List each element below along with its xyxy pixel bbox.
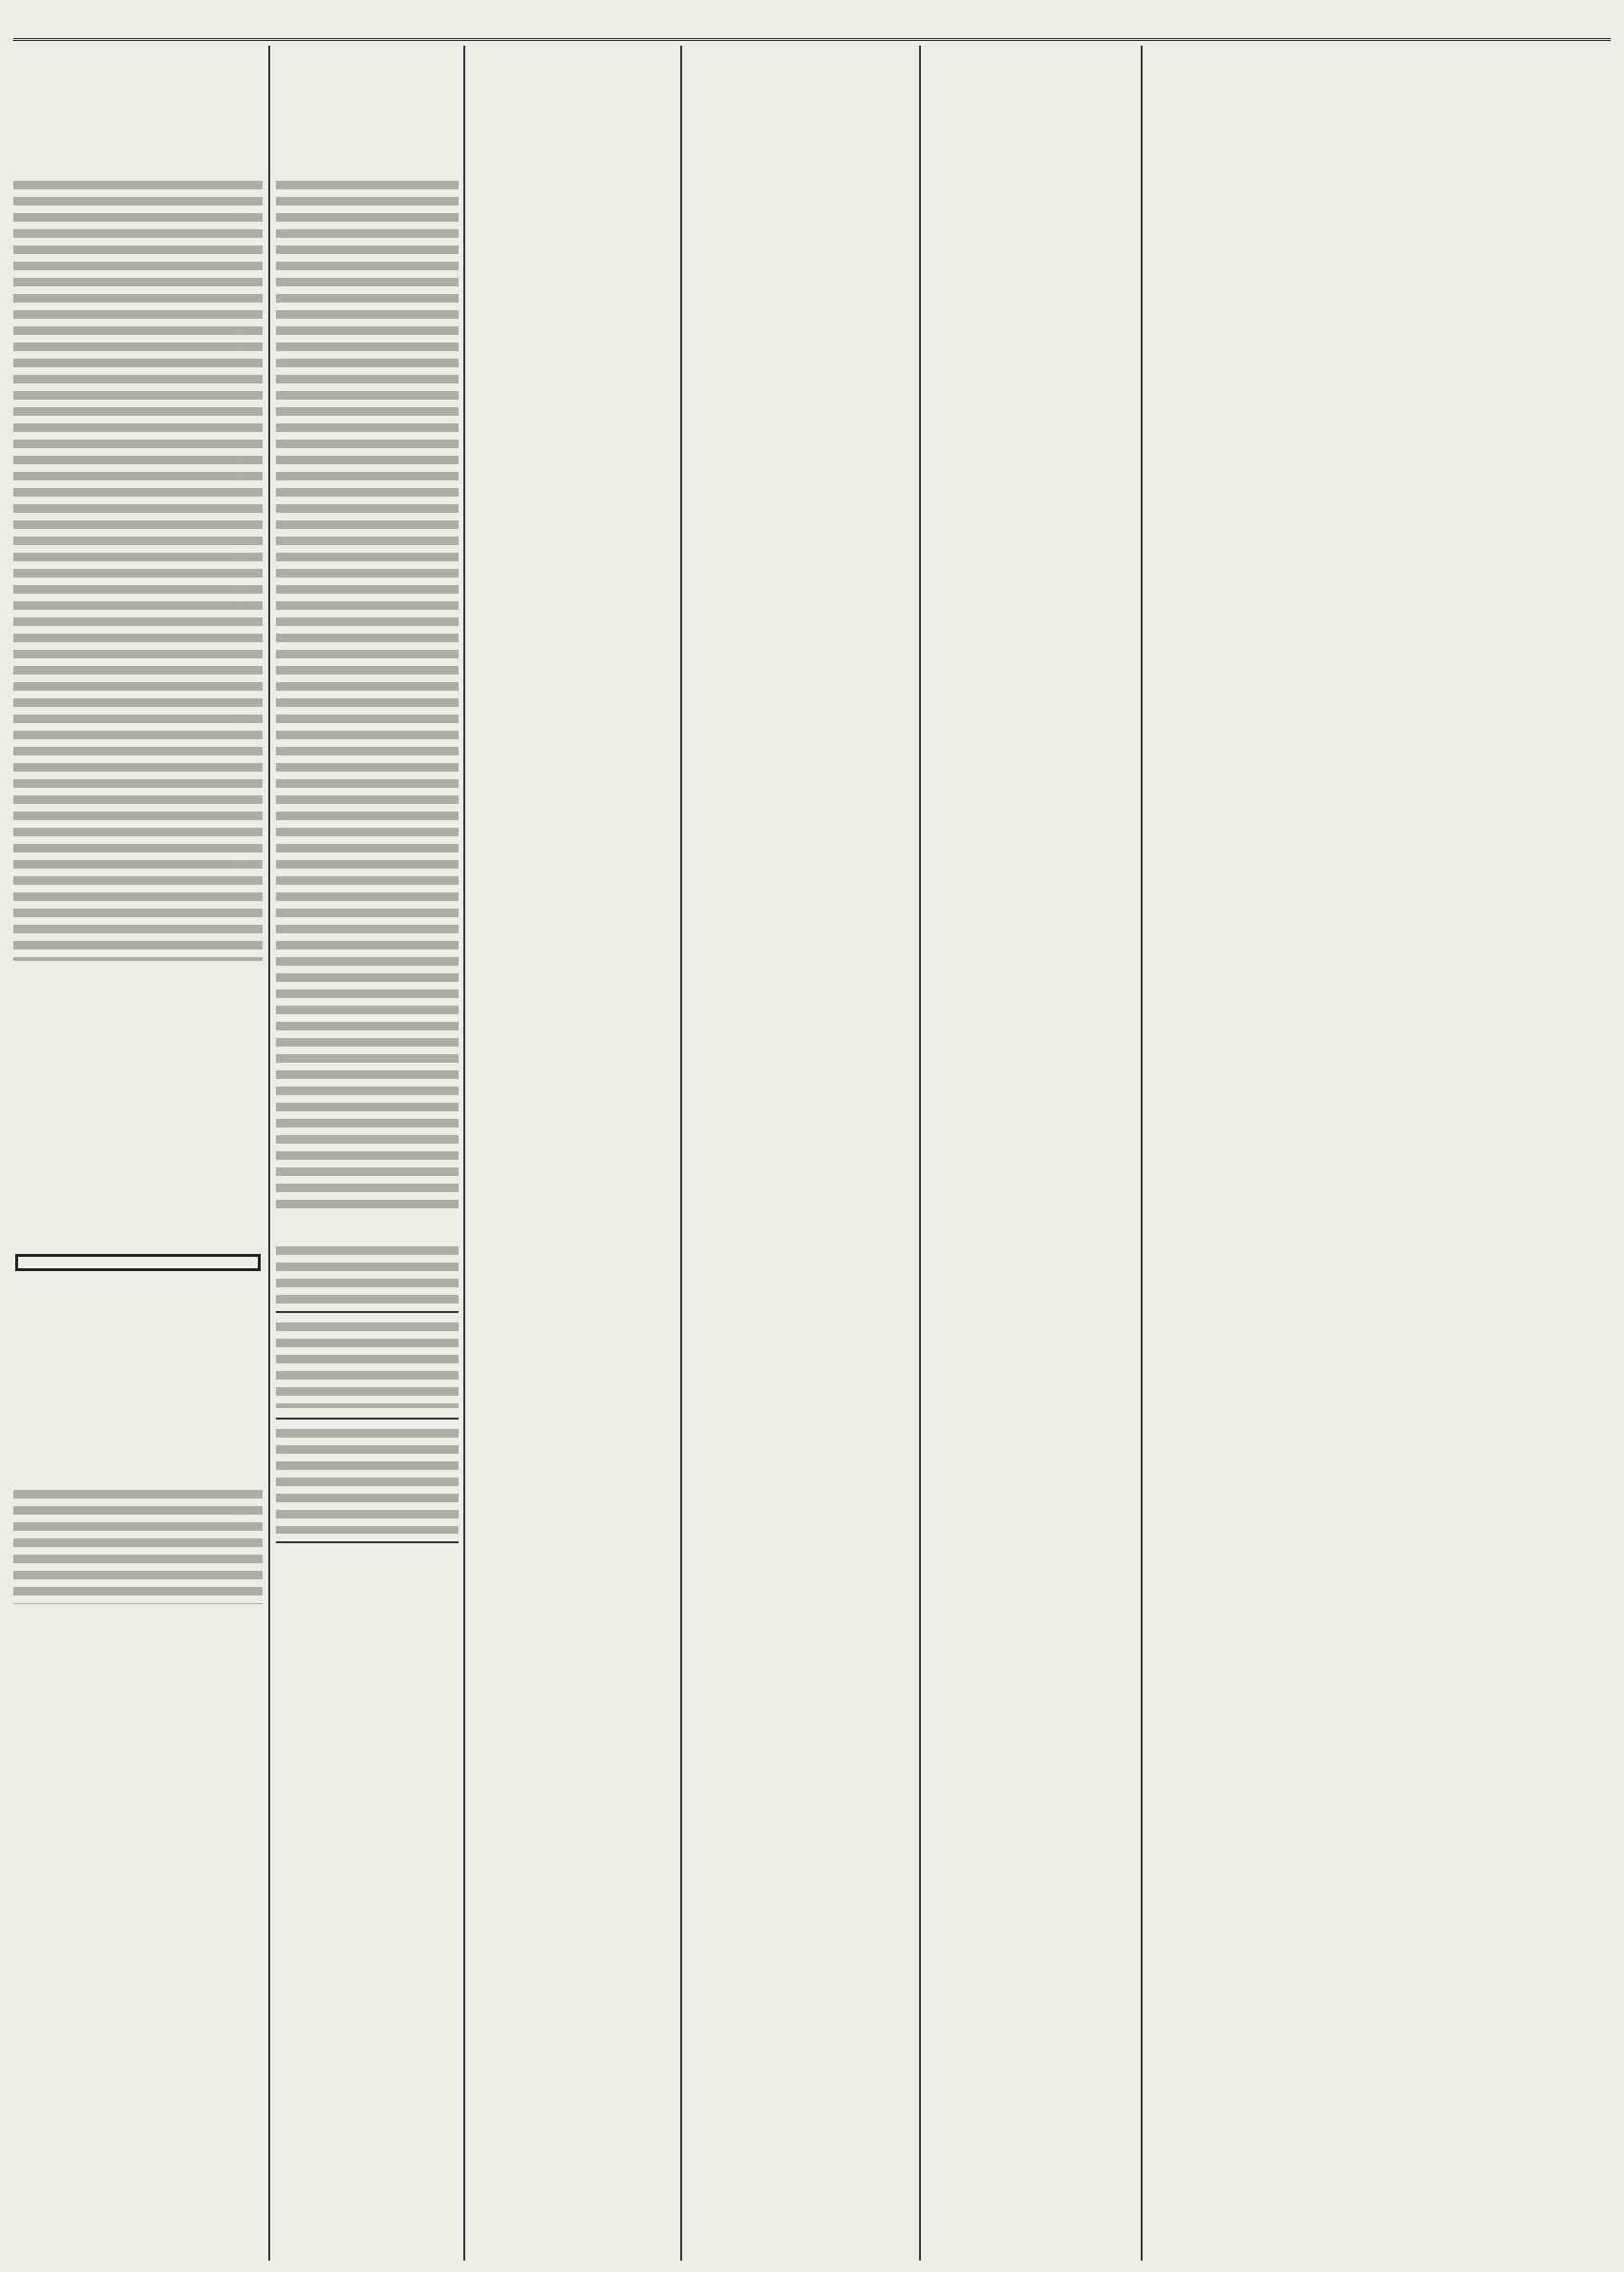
- text-filler: [13, 504, 263, 828]
- column-rule: [919, 46, 921, 2261]
- publicidade-header: [13, 46, 459, 186]
- text-filler: [13, 828, 263, 961]
- text-filler: [276, 1246, 459, 1303]
- no-tejo-article: [13, 1480, 263, 1918]
- column-2: [276, 181, 459, 1243]
- text-filler: [13, 181, 263, 504]
- text-filler: [276, 1429, 459, 1534]
- text-filler: [276, 181, 459, 1208]
- column-2-lower: [276, 1246, 459, 1912]
- text-filler: [276, 1322, 459, 1408]
- column-rule: [268, 46, 270, 2261]
- ad-henrique-sousa: [13, 1246, 263, 1475]
- column-rule: [680, 46, 682, 2261]
- column-rule: [463, 46, 465, 2261]
- running-head: [13, 0, 1611, 41]
- text-filler: [13, 1490, 263, 1604]
- column-1: [13, 181, 263, 1243]
- column-rule: [1141, 46, 1143, 2261]
